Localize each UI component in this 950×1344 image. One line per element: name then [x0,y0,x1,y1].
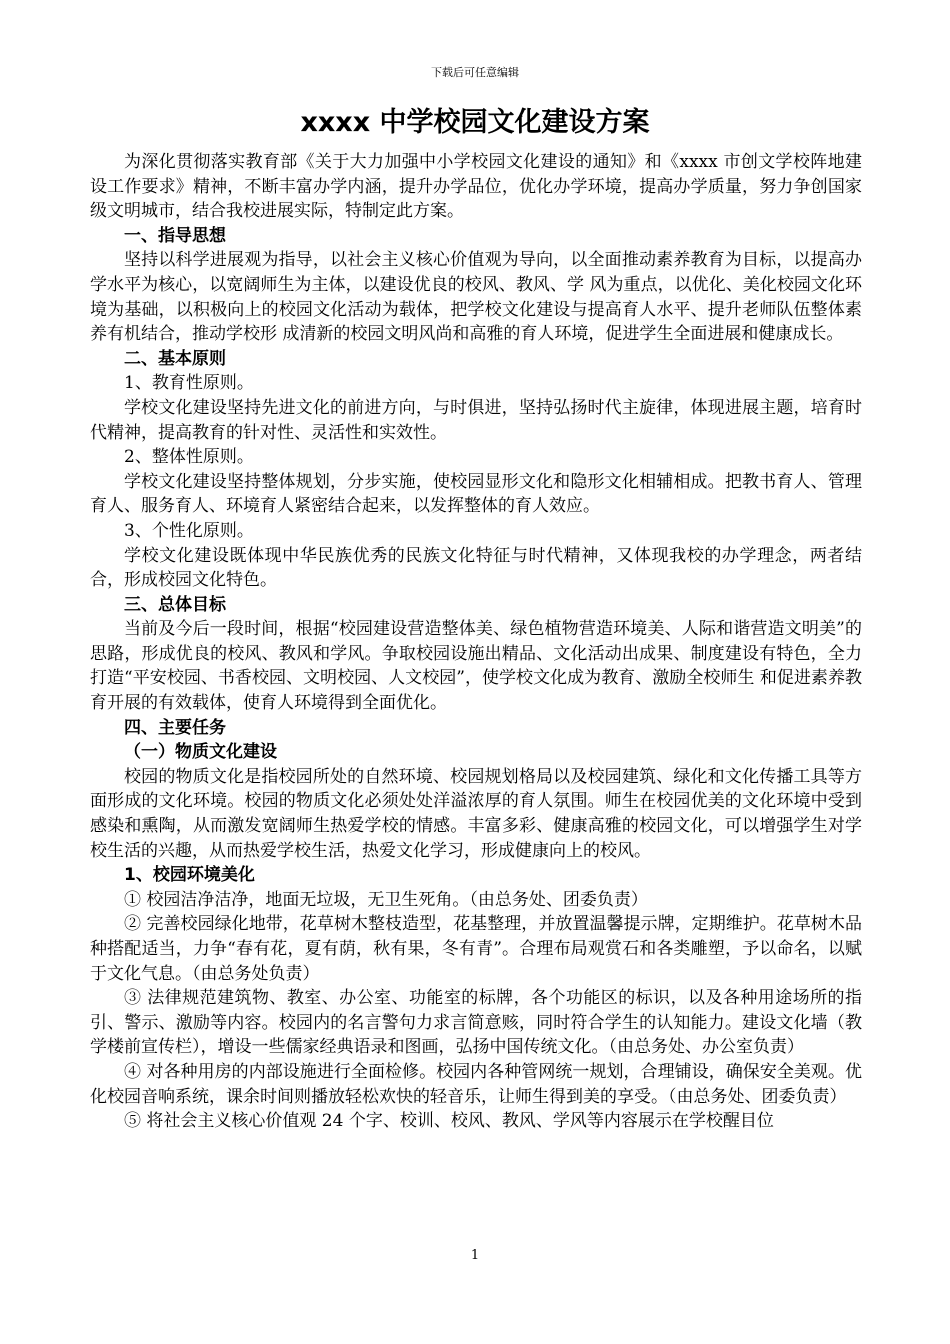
body-paragraph: ④ 对各种用房的内部设施进行全面检修。校园内各种管网统一规划，合理铺设，确保安全美观。优化校园音响系统，课余时间则播放轻松欢快的轻音乐，让师生得到美的享受。（由总务处、团委负责） [90,1061,862,1107]
body-paragraph: 当前及今后一段时间，根据“校园建设营造整体美、绿色植物营造环境美、人际和谐营造文明美”的思路，形成优良的校风、教风和学风。争取校园设施出精品、文化活动出成果、制度建设有特色，全力打造“平安校园、书香校园、文明校园、人文校园”，使学校文化成为教育、激励全校师生 和促进素养教育开展的有效载体，使育人环境得到全面优化。 [90,619,862,714]
body-paragraph: 3、个性化原则。 [124,520,254,541]
document-title: xxxx 中学校园文化建设方案 [300,107,650,138]
body-paragraph: 坚持以科学进展观为指导，以社会主义核心价值观为导向，以全面推动素养教育为目标，以提高办学水平为核心，以宽阔师生为主体，以建设优良的校风、教风、学 风为重点，以优化、美化校园文化环境为基础，以积极向上的校园文化活动为载体，把学校文化建设与提高育人水平、提升老师队伍整体素养有机结合，推动学校形 成清新的校园文明风尚和高雅的育人环境，促进学生全面进展和健康成长。 [90,250,862,345]
body-paragraph: 2、整体性原则。 [124,447,254,468]
body-paragraph: 学校文化建设坚持先进文化的前进方向，与时俱进，坚持弘扬时代主旋律，体现进展主题，培育时代精神，提高教育的针对性、灵活性和实效性。 [90,397,862,443]
page-header-note: 下载后可任意编辑 [431,66,519,79]
document-body [90,150,862,1134]
section-heading: 四、主要任务 [124,717,226,738]
body-paragraph: 为深化贯彻落实教育部《关于大力加强中小学校园文化建设的通知》和《xxxx 市创文学校阵地建设工作要求》精神，不断丰富办学内涵，提升办学品位，优化办学环境，提高办学质量，努力争创国家级文明城市，结合我校进展实际，特制定此方案。 [90,152,862,222]
section-heading: 一、指导思想 [124,225,226,246]
page-number: 1 [470,1248,480,1263]
section-heading: （一）物质文化建设 [124,742,277,763]
body-paragraph: ⑤ 将社会主义核心价值观 24 个字、校训、校风、教风、学风等内容展示在学校醒目位 [124,1111,774,1132]
body-paragraph: ② 完善校园绿化地带，花草树木整枝造型，花基整理，并放置温馨提示牌，定期维护。花草树木品种搭配适当，力争“春有花，夏有荫，秋有果，冬有青”。合理布局观赏石和各类雕塑，予以命名，以赋于文化气息。（由总务处负责） [90,914,862,984]
body-paragraph: 1、教育性原则。 [124,373,254,394]
section-heading: 三、总体目标 [124,594,226,615]
section-heading: 1、校园环境美化 [124,865,255,886]
section-heading: 二、基本原则 [124,348,226,369]
body-paragraph: ③ 法律规范建筑物、教室、办公室、功能室的标牌，各个功能区的标识，以及各种用途场所的指引、警示、激励等内容。校园内的名言警句力求言简意赅，同时符合学生的认知能力。建设文化墙（教学楼前宣传栏），增设一些儒家经典语录和图画，弘扬中国传统文化。（由总务处、办公室负责） [90,988,862,1058]
body-paragraph: 学校文化建设既体现中华民族优秀的民族文化特征与时代精神，又体现我校的办学理念，两者结合，形成校园文化特色。 [90,545,862,591]
body-paragraph: 校园的物质文化是指校园所处的自然环境、校园规划格局以及校园建筑、绿化和文化传播工具等方面形成的文化环境。校园的物质文化必须处处洋溢浓厚的育人氛围。师生在校园优美的文化环境中受到感染和熏陶，从而激发宽阔师生热爱学校的情感。丰富多彩、健康高雅的校园文化，可以增强学生对学校生活的兴趣，从而热爱学校生活，热爱文化学习，形成健康向上的校风。 [90,766,862,861]
body-paragraph: 学校文化建设坚持整体规划，分步实施，使校园显形文化和隐形文化相辅相成。把教书育人、管理育人、服务育人、环境育人紧密结合起来，以发挥整体的育人效应。 [90,471,862,517]
body-paragraph: ① 校园洁净洁净，地面无垃圾，无卫生死角。（由总务处、团委负责） [124,889,648,910]
